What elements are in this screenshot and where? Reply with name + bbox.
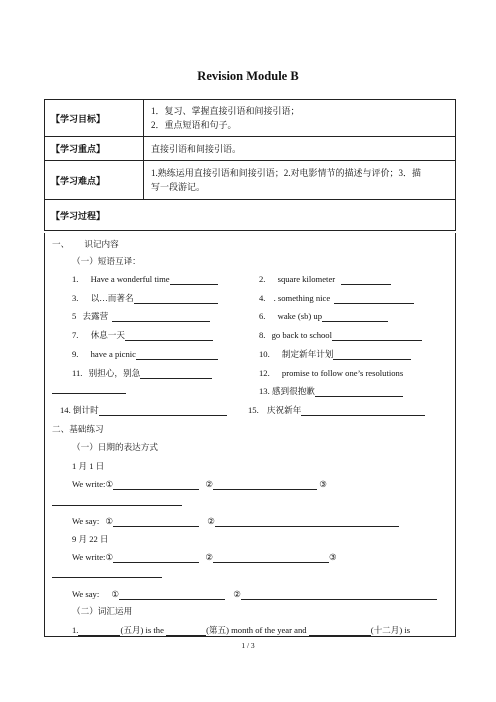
difficulty-line-2: 写一段游记。 (151, 182, 206, 192)
phrase-10-text: 制定新年计划 (281, 349, 334, 359)
phrase-1-text: Have a wonderful time (90, 274, 170, 284)
date-1-say-blank-1[interactable] (113, 517, 199, 527)
phrase-14-number: 14. (60, 405, 71, 415)
we-write-label: We write: (72, 479, 106, 489)
phrase-14-blank[interactable] (99, 406, 227, 416)
phrase-5-blank[interactable] (112, 312, 210, 322)
page-number: 1 / 3 (241, 641, 255, 650)
phrase-11 (72, 367, 212, 379)
difficulty-line-1: 1.熟练运用直接引语和间接引语；2.对电影情节的描述与评价；3．描 (151, 168, 422, 178)
vocab-subheading: （二）词汇运用 (72, 606, 133, 616)
info-table (44, 99, 456, 231)
phrase-4 (259, 292, 414, 304)
phrase-14 (60, 404, 227, 416)
phrase-3-blank[interactable] (134, 294, 218, 304)
circle-2: ② (233, 589, 241, 599)
goals-value (144, 100, 456, 137)
date-1-write-blank-3[interactable] (52, 505, 182, 506)
goals-label: 【学习目标】 (45, 100, 144, 137)
phrase-2-text: square kilometer (277, 274, 336, 284)
question-1-text-b: (第五) month of the year and (206, 625, 307, 635)
focus-label: 【学习重点】 (45, 137, 144, 161)
process-label: 【学习过程】 (45, 200, 456, 231)
phrase-10 (259, 348, 411, 360)
phrase-15-number: 15. (248, 405, 259, 415)
phrase-13-number: 13. (259, 386, 270, 396)
circle-1: ① (105, 479, 114, 489)
phrase-6-text: wake (sb) up (277, 311, 322, 321)
phrase-12-blank[interactable] (52, 393, 126, 394)
circle-2: ② (205, 552, 214, 562)
phrase-3 (72, 292, 218, 304)
circle-2: ② (205, 479, 214, 489)
phrase-1-number: 1. (72, 274, 79, 284)
phrase-10-blank[interactable] (333, 350, 411, 360)
goals-line-2: 2．重点短语和句子。 (151, 120, 237, 130)
vocab-question-1 (72, 624, 410, 636)
phrase-6-number: 6. (259, 311, 266, 321)
goals-line-1: 1．复习、掌握直接引语和间接引语； (151, 106, 300, 116)
phrase-11-text: 别担心，别急 (88, 368, 141, 378)
section-1-title: 识记内容 (84, 239, 119, 249)
phrase-8 (259, 329, 422, 341)
phrase-14-text: 倒计时 (72, 405, 99, 415)
phrase-11-number: 11. (72, 368, 83, 378)
phrase-9-text: have a picnic (90, 349, 136, 359)
date-2-write-blank-3[interactable] (52, 577, 162, 578)
we-write-label: We write: (72, 552, 106, 562)
date-1-write-row (72, 478, 327, 490)
date-2-write-row (72, 551, 337, 563)
date-1-write-blank-1[interactable] (113, 480, 199, 490)
date-2-say-row (72, 588, 437, 600)
phrase-2-blank[interactable] (341, 275, 391, 285)
phrase-6 (259, 310, 388, 322)
focus-value: 直接引语和间接引语。 (144, 137, 456, 161)
phrase-12-number: 12. (259, 368, 270, 378)
circle-3: ③ (319, 479, 327, 489)
phrase-5-number: 5 (72, 311, 77, 321)
phrase-13-blank[interactable] (315, 387, 403, 397)
phrase-1 (72, 273, 218, 285)
date-1-say-blank-2[interactable] (215, 517, 399, 527)
phrase-9-number: 9. (72, 349, 79, 359)
date-2-say-blank-1[interactable] (119, 590, 225, 600)
circle-1: ① (105, 552, 114, 562)
phrase-5-text: 去露营 (82, 311, 109, 321)
phrase-9 (72, 348, 218, 360)
phrase-1-blank[interactable] (170, 275, 218, 285)
phrase-7 (72, 329, 213, 341)
phrase-8-number: 8. (259, 330, 266, 340)
phrase-8-text: go back to school (271, 330, 332, 340)
date-1-write-blank-2[interactable] (213, 480, 317, 490)
phrase-13-text: 感到很抱歉 (271, 386, 315, 396)
phrase-2 (259, 273, 391, 285)
date-2-write-blank-1[interactable] (113, 553, 199, 563)
difficulty-value (144, 161, 456, 200)
question-1-blank-3[interactable] (309, 626, 371, 636)
page-title: Revision Module B (197, 69, 299, 83)
phrase-8-blank[interactable] (332, 331, 422, 341)
phrase-6-blank[interactable] (322, 312, 388, 322)
phrase-9-blank[interactable] (136, 350, 218, 360)
phrase-3-number: 3. (72, 293, 79, 303)
phrase-4-blank[interactable] (334, 294, 414, 304)
section-1-heading (52, 238, 119, 250)
date-2-write-blank-2[interactable] (213, 553, 329, 563)
phrase-15-text: 庆祝新年 (266, 405, 302, 415)
date-subheading: （一）日期的表达方式 (72, 442, 158, 452)
question-1-text-c: (十二月) is (370, 625, 411, 635)
circle-1: ① (105, 516, 114, 526)
difficulty-label: 【学习难点】 (45, 161, 144, 200)
phrase-12-text: promise to follow one’s resolutions (281, 368, 404, 378)
section-2-heading: 二、基础练习 (52, 424, 104, 434)
question-1-blank-1[interactable] (78, 626, 120, 636)
phrase-2-number: 2. (259, 274, 266, 284)
phrase-4-number: 4. (259, 293, 266, 303)
phrase-translation-subheading: （一）短语互译： (72, 256, 141, 266)
phrase-13 (259, 385, 403, 397)
phrase-3-text: 以…而著名 (90, 293, 134, 303)
circle-1: ① (111, 589, 120, 599)
circle-3: ③ (329, 552, 337, 562)
circle-2: ② (207, 516, 215, 526)
phrase-4-text: . something nice (273, 293, 331, 303)
phrase-11-blank[interactable] (140, 369, 212, 379)
question-1-blank-2[interactable] (166, 626, 206, 636)
we-say-label: We say: (72, 589, 100, 599)
phrase-12 (259, 367, 403, 379)
phrase-7-number: 7. (72, 330, 79, 340)
date-2: 9 月 22 日 (72, 534, 109, 544)
question-1-text-a: (五月) is the (120, 625, 164, 635)
we-say-label: We say: (72, 516, 100, 526)
phrase-7-text: 休息一天 (90, 330, 125, 340)
date-2-say-blank-2[interactable] (241, 590, 437, 600)
phrase-5 (72, 310, 210, 322)
section-1-number: 一、 (52, 239, 70, 249)
question-1-number: 1. (72, 625, 79, 635)
date-1-say-row (72, 515, 399, 527)
phrase-10-number: 10. (259, 349, 270, 359)
date-1: 1 月 1 日 (72, 461, 105, 471)
phrase-15 (248, 404, 425, 416)
phrase-7-blank[interactable] (125, 331, 213, 341)
phrase-15-blank[interactable] (301, 406, 425, 416)
